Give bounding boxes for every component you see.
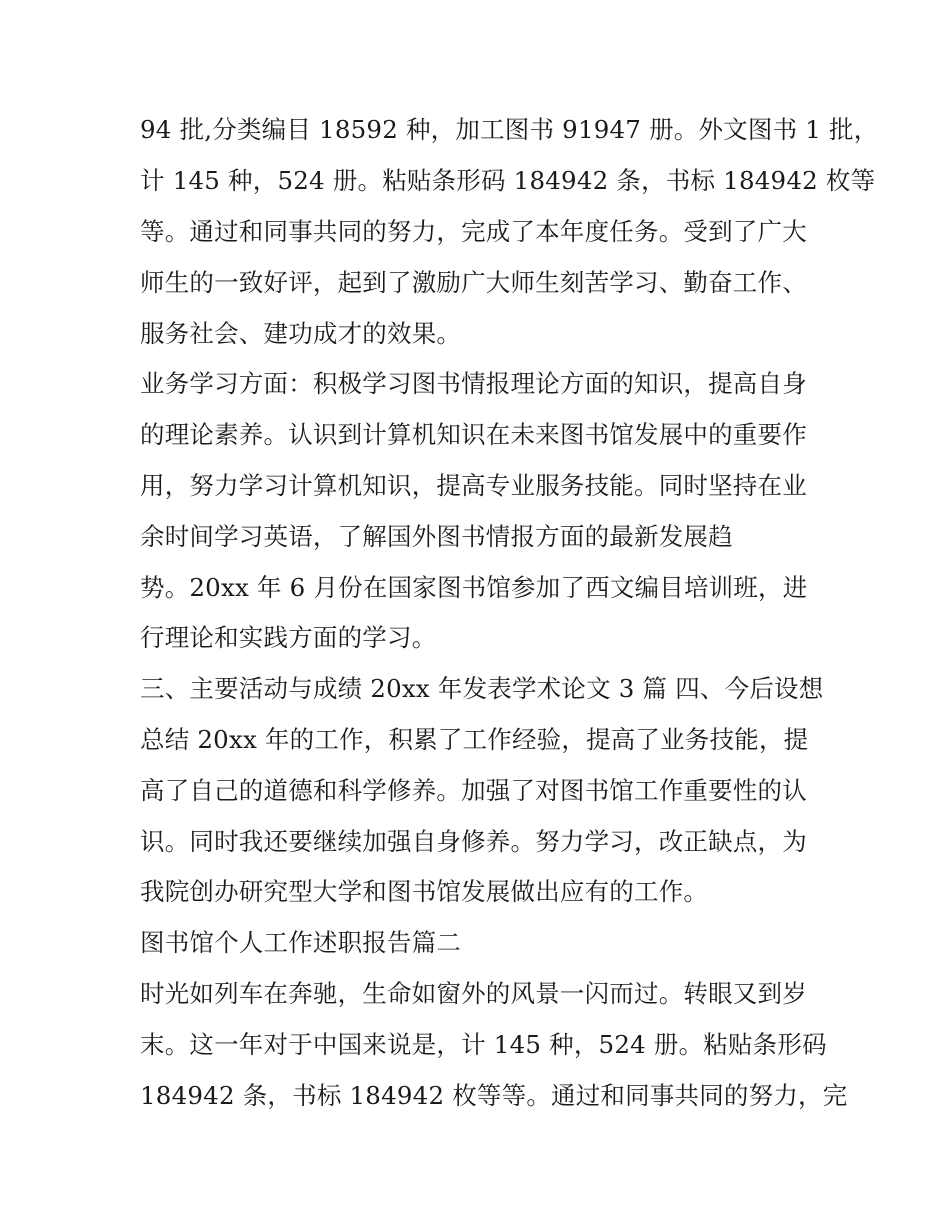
text-line: 业务学习方面：积极学习图书情报理论方面的知识，提高自身 bbox=[140, 369, 807, 398]
text-line: 服务社会、建功成才的效果。 bbox=[140, 319, 462, 348]
text-line: 识。同时我还要继续加强自身修养。努力学习，改正缺点，为 bbox=[140, 827, 807, 856]
text-line: 时光如列车在奔驰，生命如窗外的风景一闪而过。转眼又到岁 bbox=[140, 979, 807, 1008]
text-line: 94 批,分类编目 18592 种，加工图书 91947 册。外文图书 1 批， bbox=[140, 115, 879, 144]
text-line: 等。通过和同事共同的努力，完成了本年度任务。受到了广大 bbox=[140, 217, 807, 246]
text-line: 总结 20xx 年的工作，积累了工作经验，提高了业务技能，提 bbox=[140, 725, 809, 754]
text-line: 行理论和实践方面的学习。 bbox=[140, 623, 437, 652]
text-line: 184942 条，书标 184942 枚等等。通过和同事共同的努力，完 bbox=[140, 1081, 848, 1110]
text-line: 高了自己的道德和科学修养。加强了对图书馆工作重要性的认 bbox=[140, 776, 807, 805]
text-line: 我院创办研究型大学和图书馆发展做出应有的工作。 bbox=[140, 877, 709, 906]
text-line: 末。这一年对于中国来说是，计 145 种，524 册。粘贴条形码 bbox=[140, 1030, 827, 1059]
text-line: 的理论素养。认识到计算机知识在未来图书馆发展中的重要作 bbox=[140, 420, 807, 449]
section-heading: 图书馆个人工作述职报告篇二 bbox=[140, 928, 462, 957]
text-line: 三、主要活动与成绩 20xx 年发表学术论文 3 篇 四、今后设想 bbox=[140, 674, 824, 703]
text-line: 势。20xx 年 6 月份在国家图书馆参加了西文编目培训班，进 bbox=[140, 573, 808, 602]
text-line: 用，努力学习计算机知识，提高专业服务技能。同时坚持在业 bbox=[140, 471, 807, 500]
text-line: 余时间学习英语，了解国外图书情报方面的最新发展趋 bbox=[140, 522, 733, 551]
text-line: 计 145 种，524 册。粘贴条形码 184942 条，书标 184942 枚等 bbox=[140, 166, 876, 195]
text-line: 师生的一致好评，起到了激励广大师生刻苦学习、勤奋工作、 bbox=[140, 268, 807, 297]
